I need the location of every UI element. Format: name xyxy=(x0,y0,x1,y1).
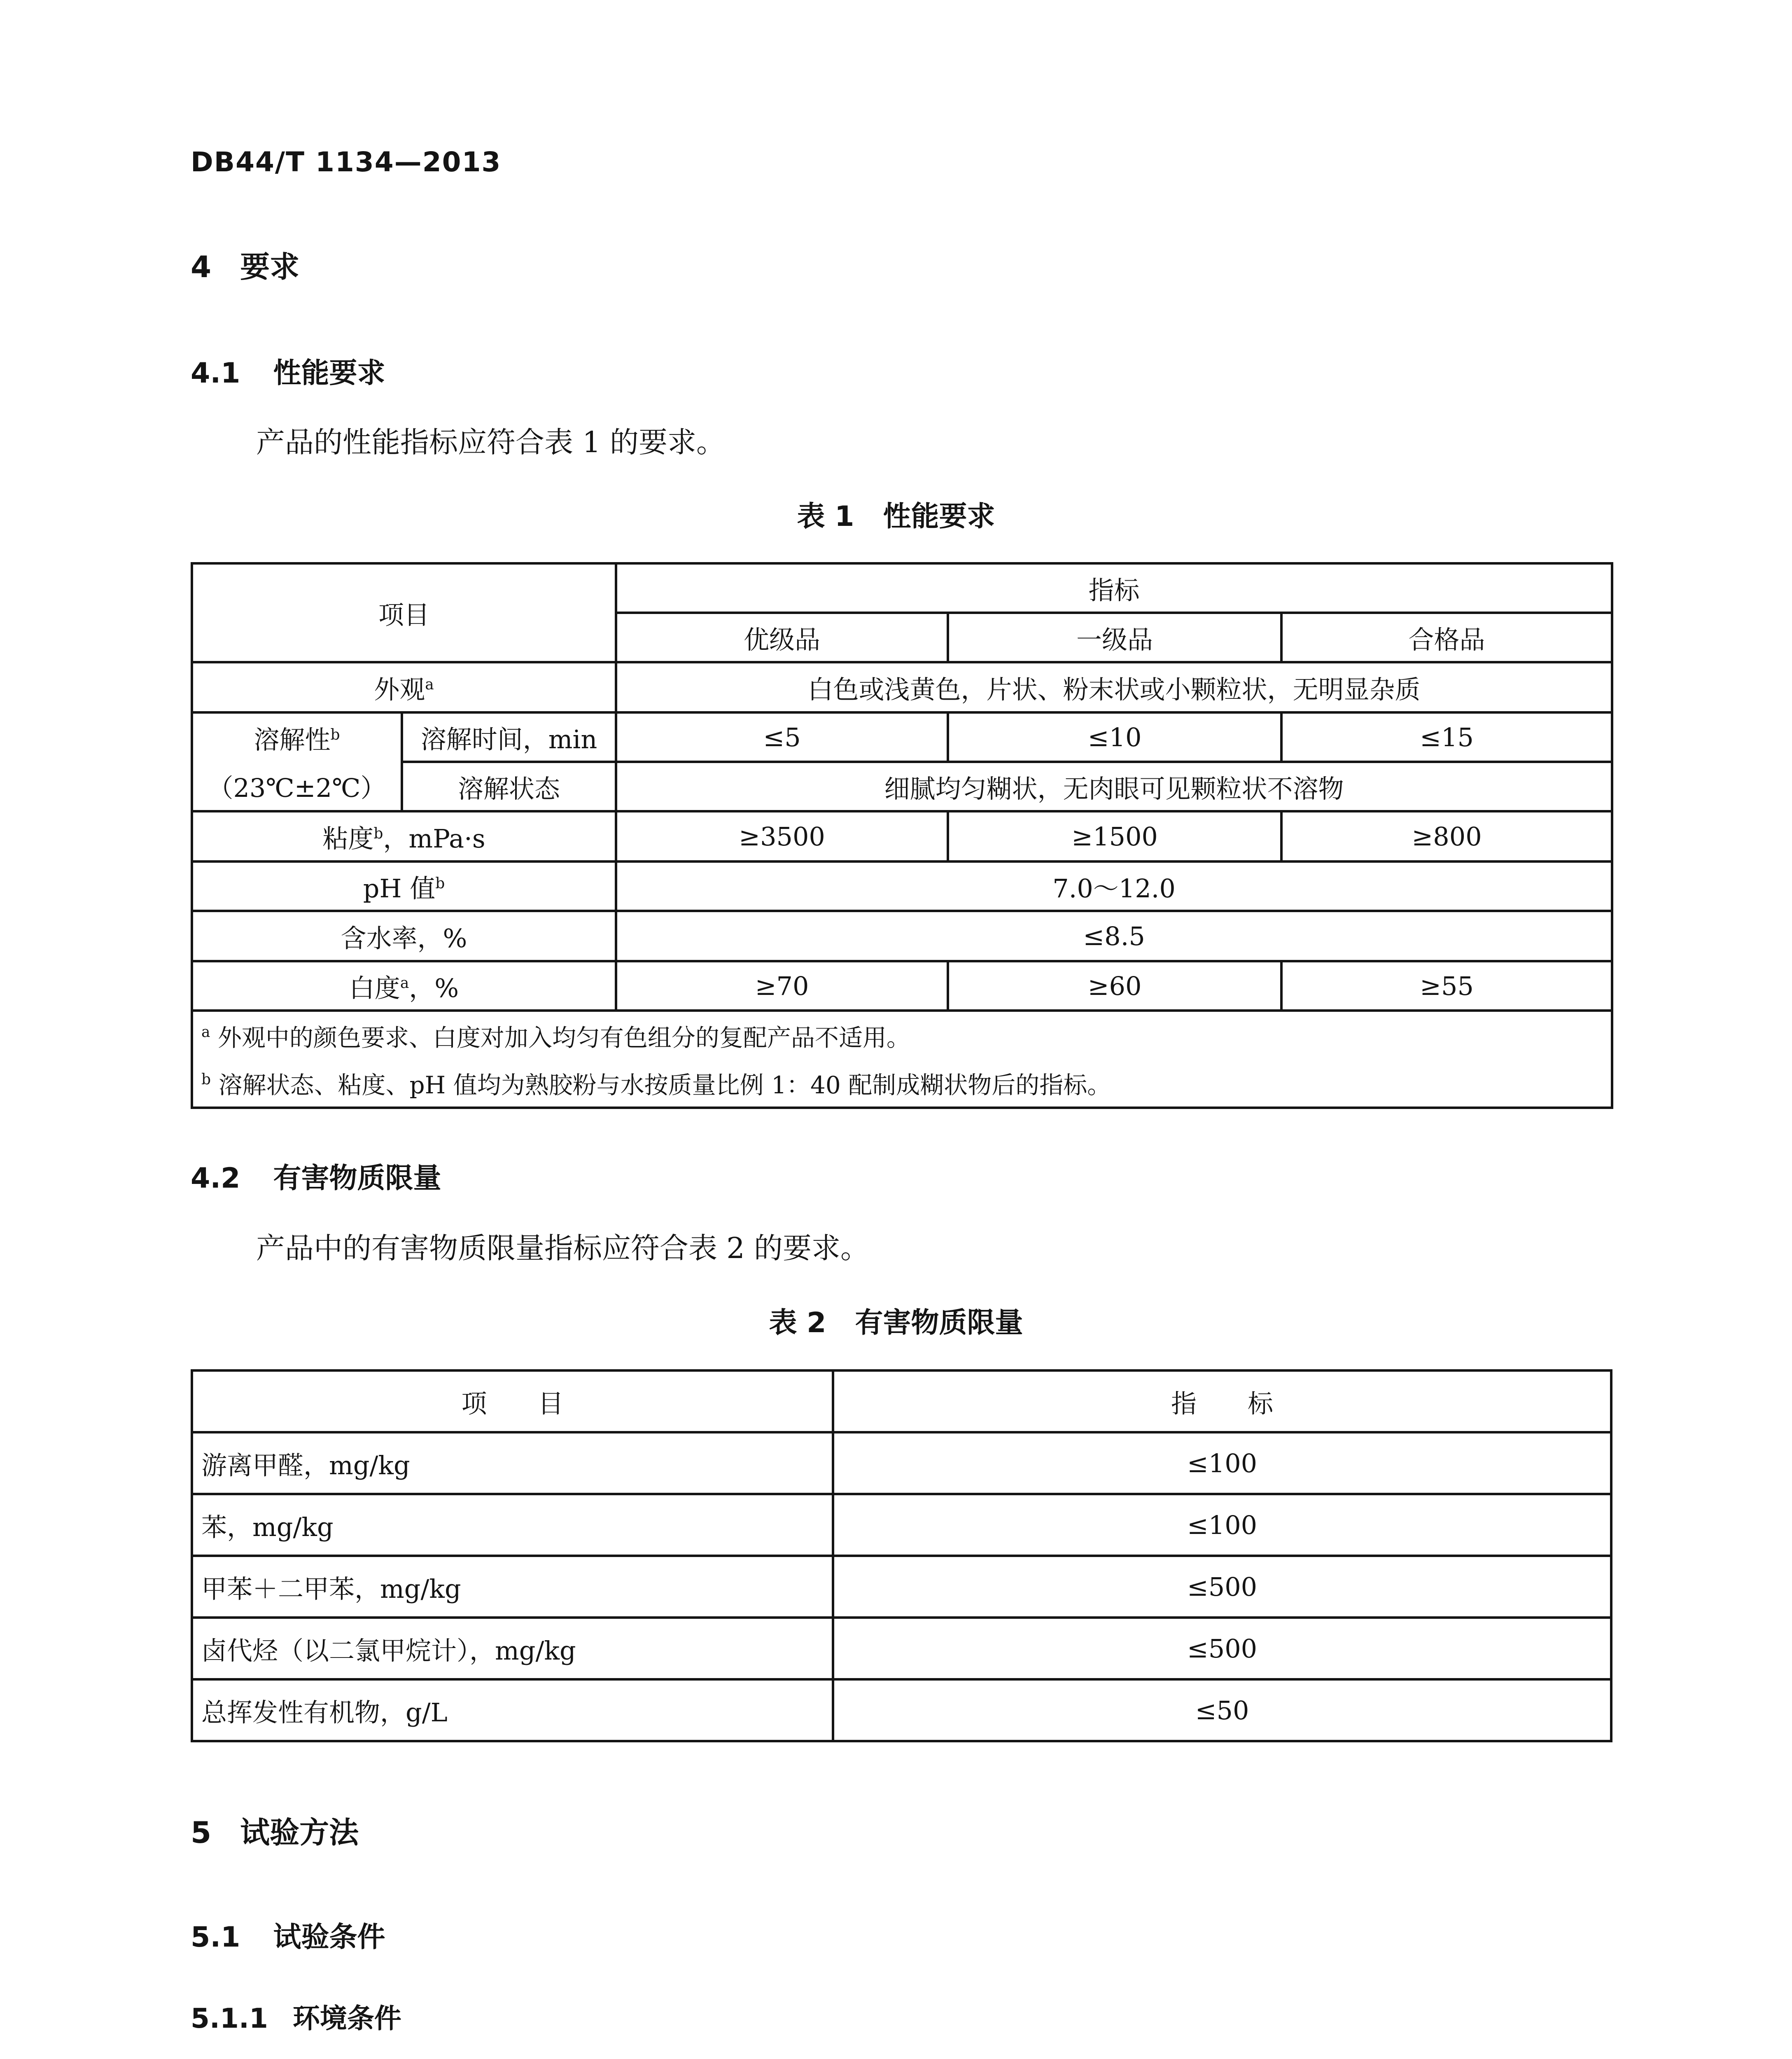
caption-title: 性能要求 xyxy=(883,500,995,533)
table-1 xyxy=(191,562,1613,1109)
whiteness-grade-2: ≥60 xyxy=(948,961,1281,1011)
section-4-2-heading xyxy=(191,1156,441,1196)
hazard-value: ≤500 xyxy=(833,1556,1611,1618)
section-number: 4.2 xyxy=(191,1162,240,1195)
hazard-value: ≤500 xyxy=(833,1618,1611,1679)
dissolve-time-label: 溶解时间，min xyxy=(402,712,616,762)
section-title: 有害物质限量 xyxy=(273,1162,441,1195)
section-title: 环境条件 xyxy=(292,2003,401,2034)
appearance-label xyxy=(192,662,616,712)
caption-number: 表 1 xyxy=(797,500,854,533)
table-row xyxy=(192,861,1612,911)
label-text: 粘度 xyxy=(322,823,374,854)
dissolve-state-label: 溶解状态 xyxy=(402,762,616,811)
dissolve-state-value: 细腻均匀糊状，无肉眼可见颗粒状不溶物 xyxy=(616,762,1612,811)
label-text: 溶解性 xyxy=(254,725,331,755)
dissolve-time-grade-2: ≤10 xyxy=(948,712,1281,762)
solubility-condition: （23℃±2℃） xyxy=(192,762,402,811)
footnote-mark: b xyxy=(201,1071,211,1088)
footnote-mark: b xyxy=(330,726,340,743)
unit-text: ，% xyxy=(409,973,459,1003)
hazard-label: 甲苯＋二甲苯，mg/kg xyxy=(192,1556,833,1618)
section-number: 5.1.1 xyxy=(191,2003,268,2034)
hazard-label: 游离甲醛，mg/kg xyxy=(192,1432,833,1494)
hazard-value: ≤100 xyxy=(833,1432,1611,1494)
whiteness-grade-1: ≥70 xyxy=(616,961,948,1011)
table-row xyxy=(192,662,1612,712)
table-row xyxy=(192,712,1612,762)
table-1-caption xyxy=(0,494,1792,534)
table-1-header-index: 指标 xyxy=(616,563,1612,613)
section-4-1-heading xyxy=(191,351,385,391)
section-4-2-body: 产品中的有害物质限量指标应符合表 2 的要求。 xyxy=(256,1231,870,1265)
viscosity-grade-2: ≥1500 xyxy=(948,811,1281,861)
footnote-mark: a xyxy=(400,974,409,992)
section-number: 5 xyxy=(191,1815,212,1850)
section-number: 4 xyxy=(191,250,212,284)
note-text: 溶解状态、粘度、pH 值均为熟胶粉与水按质量比例 1：40 配制成糊状物后的指标。 xyxy=(218,1071,1111,1099)
table-1-note-b xyxy=(192,1059,1612,1108)
section-title: 试验方法 xyxy=(240,1815,359,1850)
solubility-label xyxy=(192,712,402,762)
table-row xyxy=(192,961,1612,1011)
hazard-value: ≤100 xyxy=(833,1494,1611,1556)
dissolve-time-grade-1: ≤5 xyxy=(616,712,948,762)
note-text: 外观中的颜色要求、白度对加入均匀有色组分的复配产品不适用。 xyxy=(217,1023,910,1052)
whiteness-grade-3: ≥55 xyxy=(1281,961,1612,1011)
table-row xyxy=(192,1494,1611,1556)
viscosity-label xyxy=(192,811,616,861)
label-text: 外观 xyxy=(374,674,425,705)
appearance-value: 白色或浅黄色，片状、粉末状或小颗粒状，无明显杂质 xyxy=(616,662,1612,712)
section-number: 4.1 xyxy=(191,357,240,390)
table-1-header-item: 项目 xyxy=(192,563,616,662)
ph-label xyxy=(192,861,616,911)
section-5-heading xyxy=(191,1809,359,1851)
section-title: 性能要求 xyxy=(273,357,385,390)
table-row xyxy=(192,1556,1611,1618)
footnote-mark: a xyxy=(201,1023,210,1041)
water-content-label: 含水率，% xyxy=(192,911,616,961)
hazard-label: 苯，mg/kg xyxy=(192,1494,833,1556)
section-4-heading xyxy=(191,243,299,286)
label-text: 白度 xyxy=(349,973,400,1003)
hazard-label: 总挥发性有机物，g/L xyxy=(192,1679,833,1741)
table-2-caption xyxy=(0,1300,1792,1340)
table-row xyxy=(192,1432,1611,1494)
footnote-mark: b xyxy=(435,875,445,892)
hazard-value: ≤50 xyxy=(833,1679,1611,1741)
table-1-header-grade-2: 一级品 xyxy=(948,613,1281,662)
whiteness-label xyxy=(192,961,616,1011)
ph-value: 7.0～12.0 xyxy=(616,861,1612,911)
footnote-mark: a xyxy=(425,676,434,693)
section-title: 要求 xyxy=(240,250,300,284)
section-5-1-heading xyxy=(191,1915,385,1955)
hazard-label: 卤代烃（以二氯甲烷计），mg/kg xyxy=(192,1618,833,1679)
section-number: 5.1 xyxy=(191,1921,240,1954)
viscosity-grade-3: ≥800 xyxy=(1281,811,1612,861)
unit-text: ，mPa·s xyxy=(383,823,485,854)
table-1-header-grade-1: 优级品 xyxy=(616,613,948,662)
table-2-header-item: 项 目 xyxy=(192,1370,833,1432)
section-4-1-body: 产品的性能指标应符合表 1 的要求。 xyxy=(256,425,726,459)
footnote-mark: b xyxy=(373,825,383,842)
viscosity-grade-1: ≥3500 xyxy=(616,811,948,861)
table-2 xyxy=(191,1369,1612,1742)
label-text: pH 值 xyxy=(363,873,436,903)
caption-number: 表 2 xyxy=(769,1307,826,1339)
caption-title: 有害物质限量 xyxy=(855,1307,1023,1339)
table-1-header-grade-3: 合格品 xyxy=(1281,613,1612,662)
table-row xyxy=(192,1679,1611,1741)
table-row xyxy=(192,911,1612,961)
section-title: 试验条件 xyxy=(273,1921,385,1954)
document-code: DB44/T 1134—2013 xyxy=(191,146,502,178)
table-row xyxy=(192,1618,1611,1679)
section-5-1-1-heading xyxy=(191,1996,401,2036)
dissolve-time-grade-3: ≤15 xyxy=(1281,712,1612,762)
table-2-header-index: 指 标 xyxy=(833,1370,1611,1432)
table-row xyxy=(192,811,1612,861)
water-content-value: ≤8.5 xyxy=(616,911,1612,961)
table-row xyxy=(192,762,1612,811)
table-1-note-a xyxy=(192,1011,1612,1059)
